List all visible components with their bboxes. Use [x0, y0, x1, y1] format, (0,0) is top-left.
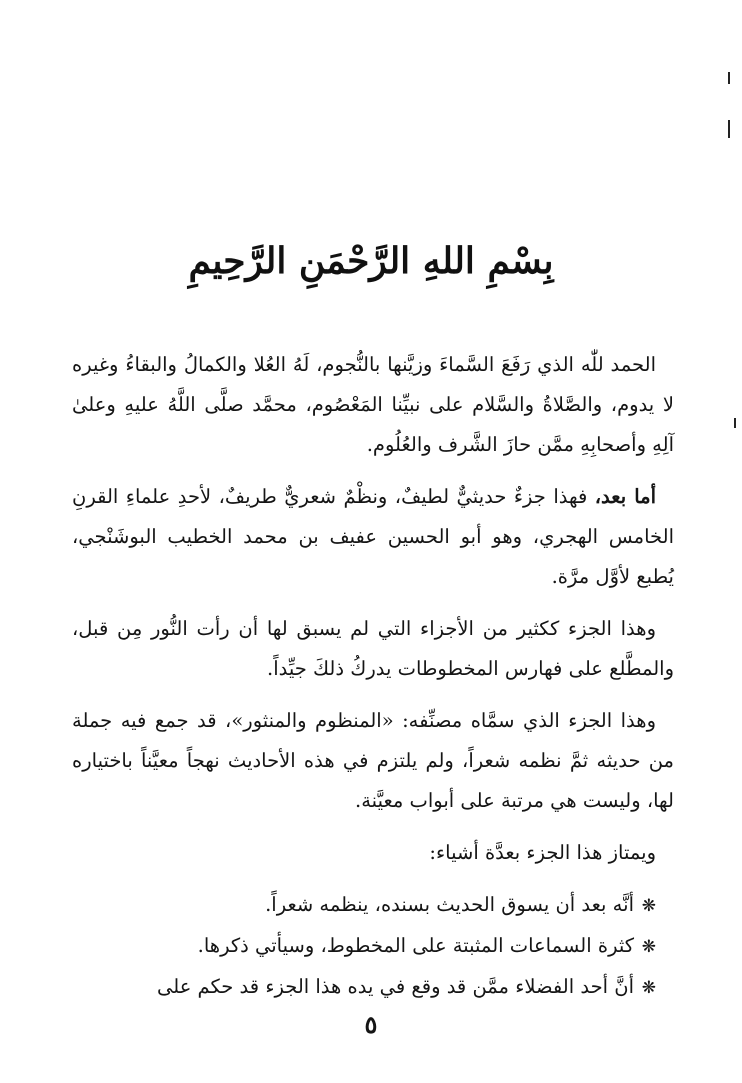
paragraph-unpublished-note: وهذا الجزء ككثير من الأجزاء التي لم يسبق لها أن رأت النُّور مِن قبل، والمطَّلع على فهارس المخطوطات يدركُ ذلكَ جيِّداً.: [72, 617, 674, 680]
list-item: [72, 967, 656, 1008]
scan-artifact-middle: [728, 120, 730, 138]
paragraph-features-intro: ويمتاز هذا الجزء بعدَّة أشياء:: [429, 841, 656, 864]
list-item: [72, 885, 656, 926]
body-text: [72, 345, 674, 1008]
asterisk-icon: ❋: [641, 978, 656, 998]
scan-artifact-top: [728, 72, 730, 84]
list-item-text: أنَّه بعد أن يسوق الحديث بسنده، ينظمه شعراً.: [265, 893, 634, 916]
asterisk-icon: ❋: [641, 896, 656, 916]
scan-artifact-lower: [734, 418, 736, 428]
features-list: [72, 885, 674, 1008]
basmala-heading: بِسْمِ اللهِ الرَّحْمَنِ الرَّحِيمِ: [188, 240, 554, 282]
paragraph-opening-praise: الحمد للّٰه الذي رَفَعَ السَّماءَ وزيَّنها بالنُّجوم، لَهُ العُلا والكمالُ والبقاءُ وغيره لا يدوم، والصَّلاةُ والسَّلام على نبيِّنا المَعْصُوم، محمَّد صلَّى اللَّهُ عليهِ وعلىٰ آلِهِ وأصحابِهِ ممَّن حازَ الشَّرف والعُلُوم.: [72, 353, 674, 456]
paragraph-book-description: وهذا الجزء الذي سمَّاه مصنِّفه: «المنظوم والمنثور»، قد جمع فيه جملة من حديثه ثمَّ نظمه شعراً، ولم يلتزم في هذه الأحاديث نهجاً معيَّناً باختياره لها، وليست هي مرتبة على أبواب معيَّنة.: [72, 709, 674, 812]
page-number: ٥: [364, 1010, 378, 1039]
lead-phrase: أما بعد،: [594, 485, 656, 508]
list-item-text: كثرة السماعات المثبتة على المخطوط، وسيأتي ذكرها.: [197, 934, 634, 957]
list-item: [72, 926, 656, 967]
paragraph-introduction-text: فهذا جزءٌ حديثيٌّ لطيفٌ، ونظْمٌ شعريٌّ طريفٌ، لأحدِ علماءِ القرنِ الخامس الهجري، وهو أبو الحسين عفيف بن محمد الخطيب البوشَنْجي، يُطبع لأوَّل مرَّة.: [72, 485, 674, 588]
paragraph-introduction: [72, 477, 674, 597]
asterisk-icon: ❋: [641, 937, 656, 957]
list-item-text: أنَّ أحد الفضلاء ممَّن قد وقع في يده هذا الجزء قد حكم على: [157, 975, 634, 998]
